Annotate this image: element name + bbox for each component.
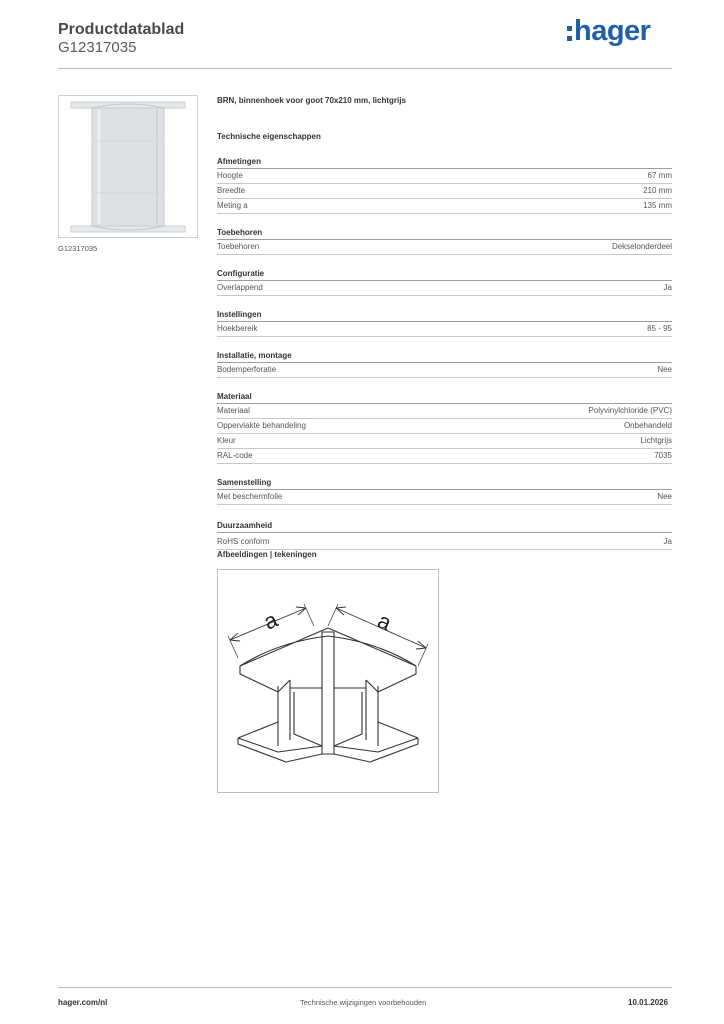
- spec-group-installatie: [217, 337, 672, 378]
- product-description: BRN, binnenhoek voor goot 70x210 mm, lichtgrijs: [217, 96, 406, 105]
- spec-group-samenstelling: [217, 464, 672, 505]
- spec-row: [217, 199, 672, 214]
- spec-row: [217, 240, 672, 255]
- spec-row: [217, 419, 672, 434]
- images-section-title: Afbeeldingen | tekeningen: [217, 550, 317, 559]
- header-divider: [58, 68, 672, 69]
- product-image: [58, 95, 198, 238]
- spec-label: Meting a: [217, 201, 248, 210]
- spec-group-title: Afmetingen: [217, 143, 672, 169]
- spec-group-title: Samenstelling: [217, 464, 672, 490]
- spec-row: [217, 184, 672, 199]
- spec-value: Dekselonderdeel: [611, 242, 672, 251]
- spec-value: 7035: [654, 451, 672, 460]
- spec-group-afmetingen: [217, 143, 672, 214]
- spec-value: Ja: [663, 537, 672, 546]
- spec-row: [217, 404, 672, 419]
- spec-label: Overlappend: [217, 283, 263, 292]
- spec-group-duurzaamheid: [217, 505, 672, 550]
- footer-website-link[interactable]: hager.com/nl: [58, 998, 108, 1007]
- spec-group-materiaal: [217, 378, 672, 464]
- spec-value: Polyvinylchloride (PVC): [588, 406, 672, 415]
- footer-disclaimer: Technische wijzigingen voorbehouden: [300, 998, 427, 1007]
- spec-group-title: Toebehoren: [217, 214, 672, 240]
- spec-row: [217, 490, 672, 505]
- spec-group-configuratie: [217, 255, 672, 296]
- spec-group-title: Materiaal: [217, 378, 672, 404]
- spec-label: Kleur: [217, 436, 236, 445]
- spec-value: Nee: [657, 492, 672, 501]
- spec-value: Lichtgrijs: [640, 436, 672, 445]
- technical-drawing: [217, 569, 439, 793]
- dimension-label-a-left: a: [259, 606, 282, 635]
- spec-group-title: Configuratie: [217, 255, 672, 281]
- spec-label: Met beschermfolie: [217, 492, 283, 501]
- spec-row: [217, 322, 672, 337]
- spec-row: [217, 449, 672, 464]
- spec-value: 210 mm: [643, 186, 672, 195]
- spec-value: Ja: [663, 283, 672, 292]
- spec-value: 85 - 95: [647, 324, 672, 333]
- spec-label: Hoogte: [217, 171, 243, 180]
- spec-group-title: Instellingen: [217, 296, 672, 322]
- hager-logo: [567, 15, 650, 47]
- spec-label: Toebehoren: [217, 242, 260, 251]
- spec-value: 67 mm: [647, 171, 672, 180]
- spec-content: [217, 95, 672, 550]
- spec-label: Breedte: [217, 186, 246, 195]
- spec-label: Hoekbereik: [217, 324, 258, 333]
- spec-row: [217, 535, 672, 550]
- spec-row: [217, 363, 672, 378]
- spec-value: Onbehandeld: [623, 421, 672, 430]
- tech-section-title: Technische eigenschappen: [217, 132, 321, 141]
- spec-value: 135 mm: [643, 201, 672, 210]
- spec-label: RoHS conform: [217, 537, 270, 546]
- spec-group-toebehoren: [217, 214, 672, 255]
- logo-dots-icon: [567, 26, 572, 41]
- product-image-caption: G12317035: [58, 244, 98, 253]
- spec-row: [217, 434, 672, 449]
- spec-group-instellingen: [217, 296, 672, 337]
- spec-label: Materiaal: [217, 406, 250, 415]
- spec-group-title: Installatie, montage: [217, 337, 672, 363]
- spec-label: RAL-code: [217, 451, 253, 460]
- spec-value: Nee: [657, 365, 672, 374]
- dimension-label-a-right: a: [373, 607, 396, 636]
- spec-row: [217, 281, 672, 296]
- product-code: G12317035: [58, 39, 137, 56]
- spec-group-title: Duurzaamheid: [217, 505, 672, 533]
- logo-text: hager: [574, 14, 651, 47]
- spec-label: Oppervlakte behandeling: [217, 421, 306, 430]
- footer-divider: [58, 987, 672, 988]
- footer-date: 10.01.2026: [628, 998, 669, 1007]
- spec-row: [217, 169, 672, 184]
- document-title: Productdatablad: [58, 21, 185, 38]
- spec-label: Bodemperforatie: [217, 365, 277, 374]
